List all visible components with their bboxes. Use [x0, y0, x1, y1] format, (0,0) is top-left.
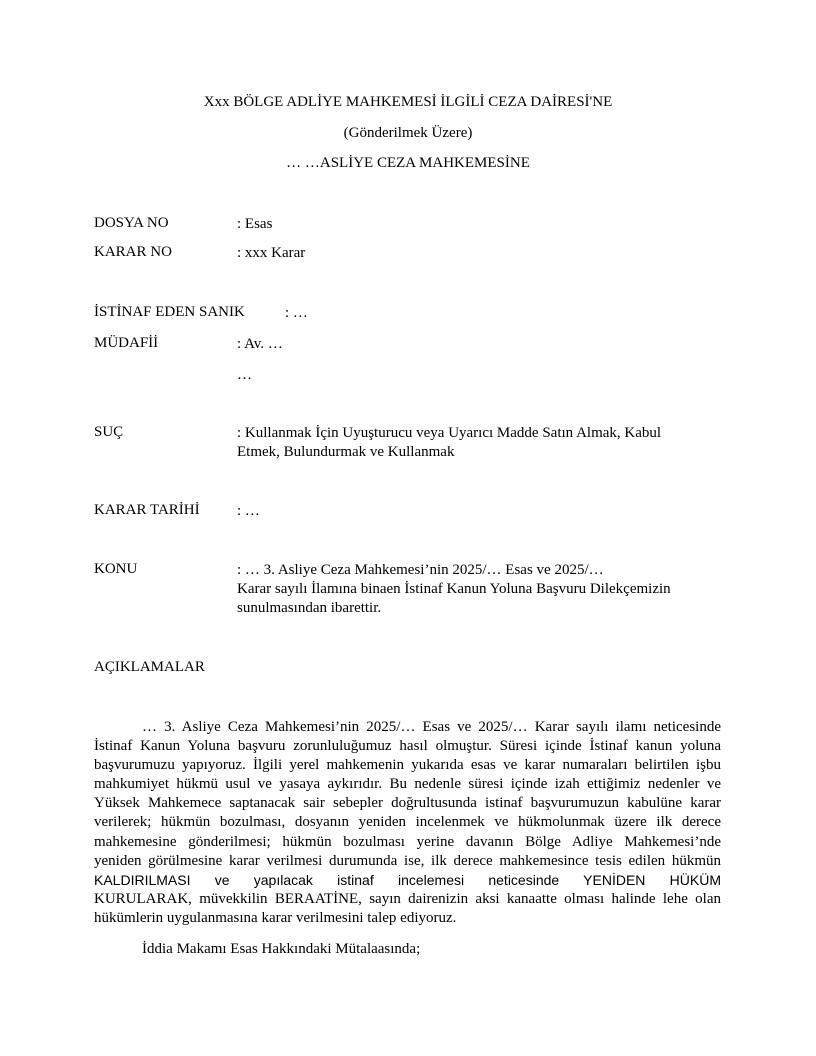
- field-value-line: sunulmasından ibarettir.: [237, 600, 382, 616]
- paragraph-line: verilerek; hükmün bozulması, dosyanın yeniden incelenmek ve hükmolunmak üzere ilk derece: [94, 814, 721, 831]
- field-label: İSTİNAF EDEN SANIK: [94, 304, 245, 320]
- field-label: DOSYA NO: [94, 215, 169, 231]
- field-value: : Av. …: [237, 336, 283, 352]
- closing-line: İddia Makamı Esas Hakkındaki Mütalaasında;: [142, 941, 421, 957]
- field-value: : Esas: [237, 216, 273, 232]
- court-header-title: Xxx BÖLGE ADLİYE MAHKEMESİ İLGİLİ CEZA DAİRESİ'NE: [203, 94, 613, 110]
- field-value: : …: [237, 503, 260, 519]
- paragraph-line: hükümlerin uygulanmasına karar verilmesini talep ediyoruz.: [94, 909, 457, 926]
- explanation-paragraph: [94, 718, 721, 928]
- paragraph-line: mahkumiyet hükmü usul ve yasaya aykırıdır. Bu nedenle süresi içinde izah ettiğimiz nedenler ve: [94, 776, 721, 793]
- paragraph-line: KURULARAK, müvekkilin BERAATİNE, sayın dairenizin aksi kanaatte olması halinde lehe olan: [94, 890, 721, 907]
- field-value: : …: [285, 305, 308, 321]
- paragraph-line: başvurumuzu yapıyoruz. İlgili yerel mahkemenin yukarıda esas ve karar numaraları belirtilen işbu: [94, 757, 721, 774]
- field-value-line: Etmek, Bulundurmak ve Kullanmak: [237, 444, 455, 460]
- field-label: KARAR NO: [94, 244, 172, 260]
- court-header-subtitle: (Gönderilmek Üzere): [343, 125, 473, 141]
- paragraph-line: mahkemesine gönderilmesi; hükmün bozulması yerine davanın Bölge Adliye Mahkemesi’nde: [94, 833, 721, 850]
- field-label: SUÇ: [94, 424, 124, 440]
- paragraph-line: yeniden görülmesine karar verilmesi durumunda ise, ilk derece mahkemesince tesis edilen hükmün: [94, 852, 721, 869]
- section-heading-aciklamalar: AÇIKLAMALAR: [94, 659, 205, 675]
- field-value: [237, 561, 717, 618]
- paragraph-line: KALDIRILMASI ve yapılacak istinaf incelemesi neticesinde YENİDEN HÜKÜM: [94, 871, 721, 888]
- field-value-extra: …: [237, 367, 252, 383]
- field-value: [237, 424, 717, 462]
- paragraph-line: Yüksek Mahkemece saptanacak sair sebepler doğrultusunda istinaf başvurumuzun kabulüne karar: [94, 795, 721, 812]
- paragraph-line: İstinaf Kanun Yoluna başvuru zorunluluğumuz hasıl olmuştur. Süresi içinde İstinaf kanun yoluna: [94, 738, 721, 755]
- paragraph-line: … 3. Asliye Ceza Mahkemesi’nin 2025/… Esas ve 2025/… Karar sayılı ilamı neticesinde: [142, 719, 721, 735]
- court-header-recipient: … …ASLİYE CEZA MAHKEMESİNE: [286, 155, 530, 171]
- field-label: MÜDAFİİ: [94, 335, 159, 351]
- field-value-line: : … 3. Asliye Ceza Mahkemesi’nin 2025/… Esas ve 2025/…: [237, 562, 604, 578]
- field-label: KARAR TARİHİ: [94, 502, 200, 518]
- field-label: KONU: [94, 561, 138, 577]
- field-value: : xxx Karar: [237, 245, 306, 261]
- field-value-line: Karar sayılı İlamına binaen İstinaf Kanun Yoluna Başvuru Dilekçemizin: [237, 581, 671, 597]
- field-value-line: : Kullanmak İçin Uyuşturucu veya Uyarıcı Madde Satın Almak, Kabul: [237, 425, 662, 441]
